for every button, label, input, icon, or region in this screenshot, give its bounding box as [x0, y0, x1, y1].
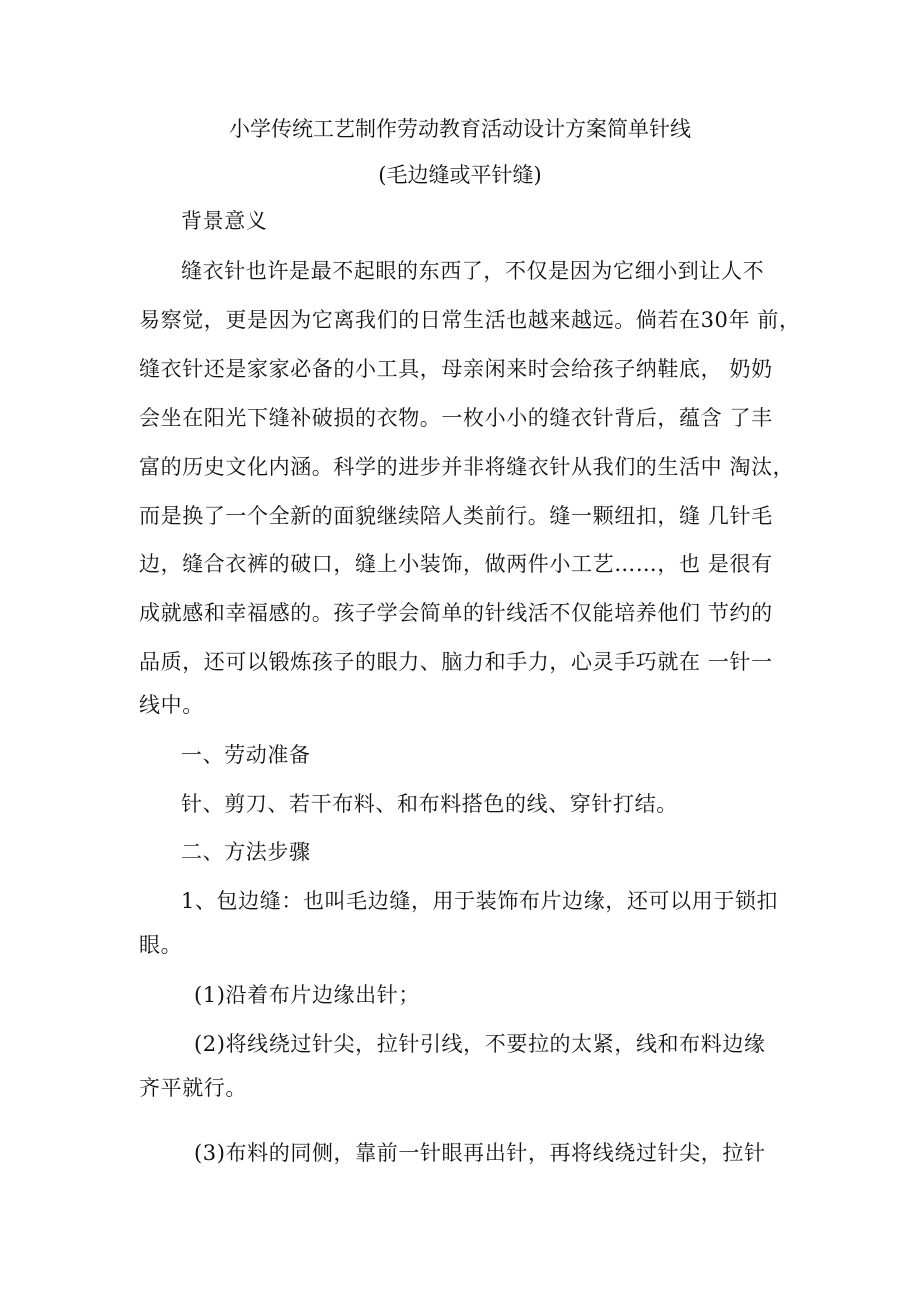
paragraph-line: 而是换了一个全新的面貌继续陪人类前行。缝一颗纽扣，缝 几针毛 — [139, 504, 773, 528]
paragraph-line: 边，缝合衣裤的破口，缝上小装饰，做两件小工艺……，也 是很有 — [139, 552, 773, 576]
step-item: (1)沿着布片边缘出针； — [194, 983, 420, 1007]
paragraph-line: 线中。 — [139, 693, 204, 717]
paragraph-line: 齐平就行。 — [139, 1076, 247, 1100]
paragraph-line: 针、剪刀、若干布料、和布料搭色的线、穿针打结。 — [181, 792, 678, 816]
step-item: (2)将线绕过针尖，拉针引线，不要拉的太紧，线和布料边缘 — [194, 1032, 766, 1056]
paragraph-line: 成就感和幸福感的。孩子学会简单的针线活不仅能培养他们 节约的 — [139, 601, 773, 625]
section-heading-steps: 二、方法步骤 — [181, 840, 311, 864]
paragraph-line: 1、包边缝：也叫毛边缝，用于装饰布片边缘，还可以用于锁扣 — [181, 889, 779, 913]
document-subtitle: (毛边缝或平针缝) — [378, 163, 542, 187]
paragraph-line: 缝衣针也许是最不起眼的东西了，不仅是因为它细小到让人不 — [181, 259, 765, 283]
step-item: (3)布料的同侧，靠前一针眼再出针，再将线绕过针尖，拉针 — [194, 1141, 766, 1165]
section-heading-background: 背景意义 — [181, 209, 268, 233]
paragraph-line: 富的历史文化内涵。科学的进步并非将缝衣针从我们的生活中 淘汰， — [139, 455, 795, 479]
paragraph-line: 品质，还可以锻炼孩子的眼力、脑力和手力，心灵手巧就在 一针一 — [139, 650, 773, 674]
paragraph-line: 易察觉，更是因为它离我们的日常生活也越来越远。倘若在30年 前， — [139, 308, 801, 332]
paragraph-line: 会坐在阳光下缝补破损的衣物。一枚小小的缝衣针背后，蕴含 了丰 — [139, 406, 773, 430]
paragraph-line: 缝衣针还是家家必备的小工具，母亲闲来时会给孩子纳鞋底， 奶奶 — [139, 357, 773, 381]
section-heading-preparation: 一、劳动准备 — [181, 743, 311, 767]
paragraph-line: 眼。 — [139, 933, 183, 957]
document-title: 小学传统工艺制作劳动教育活动设计方案简单针线 — [229, 117, 691, 141]
